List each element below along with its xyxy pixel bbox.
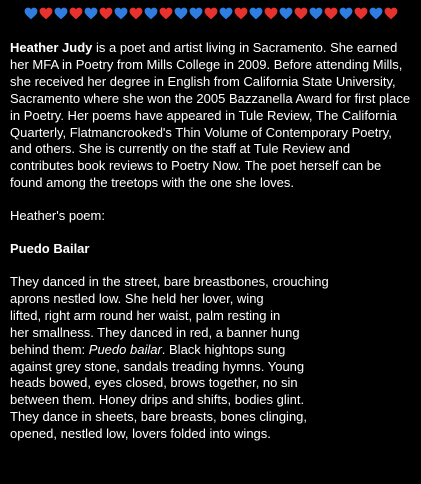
red-heart-icon [354, 7, 368, 20]
blue-heart-icon [369, 7, 383, 20]
author-bio-text: is a poet and artist living in Sacramento. She earned her MFA in Poetry from Mills College in 2009. Before attending Mills, she received her degree in English from California State University, Sacramento where she won the 2005 Bazzanella Award for first place in Poetry. Her poems have appeared in Tule Review, The California Quarterly, Flatmancrooked's Thin Volume of Contemporary Poetry, and others. She is currently on the staff at Tule Review and contributes book reviews to Poetry Now. The poet herself can be found among the treetops with the one she loves. [10, 40, 411, 191]
red-heart-icon [99, 7, 113, 20]
red-heart-icon [384, 7, 398, 20]
poem-line: They danced in the street, bare breastbones, crouching [10, 273, 329, 289]
poem-line: her smallness. They danced in red, a banner hung [10, 324, 300, 340]
poem-line: opened, nestled low, lovers folded into wings. [10, 426, 271, 442]
poem-label: Heather's poem: [10, 208, 105, 224]
blue-heart-icon [279, 7, 293, 20]
blue-heart-icon [174, 7, 188, 20]
red-heart-icon [39, 7, 53, 20]
poem-line: between them. Honey drips and shifts, bodies glint. [10, 392, 305, 408]
poem-line-segment: . Black hightops sung [161, 341, 286, 357]
blue-heart-icon [309, 7, 323, 20]
blue-heart-icon [84, 7, 98, 20]
poem-title: Puedo Bailar [10, 241, 90, 257]
blue-heart-icon [144, 7, 158, 20]
red-heart-icon [69, 7, 83, 20]
blue-heart-icon [189, 7, 203, 20]
author-bio [10, 40, 411, 192]
poem-line: lifted, right arm round her waist, palm resting in [10, 307, 281, 323]
blue-heart-icon [249, 7, 263, 20]
blue-heart-icon [54, 7, 68, 20]
poem-line [10, 342, 411, 359]
poem-line-segment: behind them: [10, 341, 89, 357]
red-heart-icon [264, 7, 278, 20]
blue-heart-icon [339, 7, 353, 20]
poem-title-reference: Puedo bailar [88, 341, 162, 357]
red-heart-icon [159, 7, 173, 20]
poem-line: heads bowed, eyes closed, brows together, no sin [10, 375, 298, 391]
author-name: Heather Judy [10, 40, 93, 55]
red-heart-icon [129, 7, 143, 20]
blue-heart-icon [219, 7, 233, 20]
poem-line: against grey stone, sandals treading hymns. Young [10, 358, 305, 374]
red-heart-icon [234, 7, 248, 20]
blue-heart-icon [114, 7, 128, 20]
red-heart-icon [204, 7, 218, 20]
red-heart-icon [324, 7, 338, 20]
poem-line: aprons nestled low. She held her lover, wing [10, 290, 264, 306]
blue-heart-icon [24, 7, 38, 20]
poem-line: They dance in sheets, bare breasts, bones clinging, [10, 409, 308, 425]
red-heart-icon [294, 7, 308, 20]
poem-body [10, 274, 411, 443]
heart-divider [10, 4, 411, 22]
